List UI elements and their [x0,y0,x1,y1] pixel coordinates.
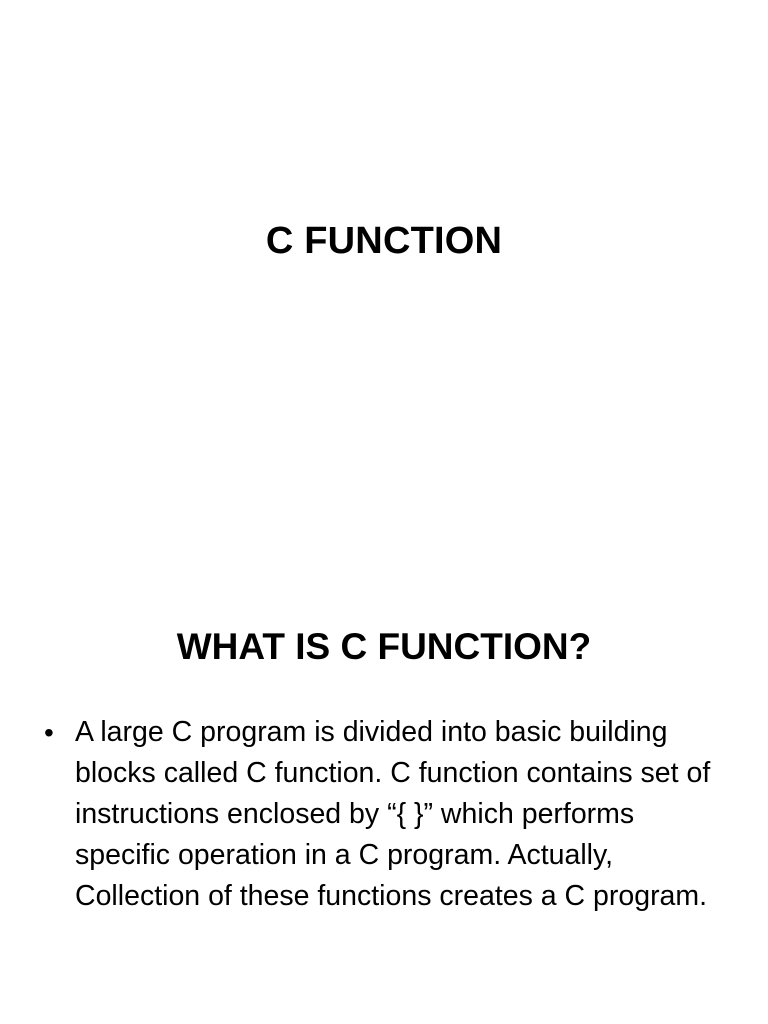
bullet-item [44,712,734,917]
bullet-list [44,712,734,917]
slide-content [0,512,768,1024]
slide-title-heading: C FUNCTION [265,220,503,262]
bullet-text: A large C program is divided into basic building blocks called C function. C function contains set of instructions enclosed by “{ }” which performs specific operation in a C program. Actually, Collection of these functions creates a C program. [75,716,711,912]
bullet-icon: • [44,717,54,748]
slide-content-heading: WHAT IS C FUNCTION? [176,626,592,667]
